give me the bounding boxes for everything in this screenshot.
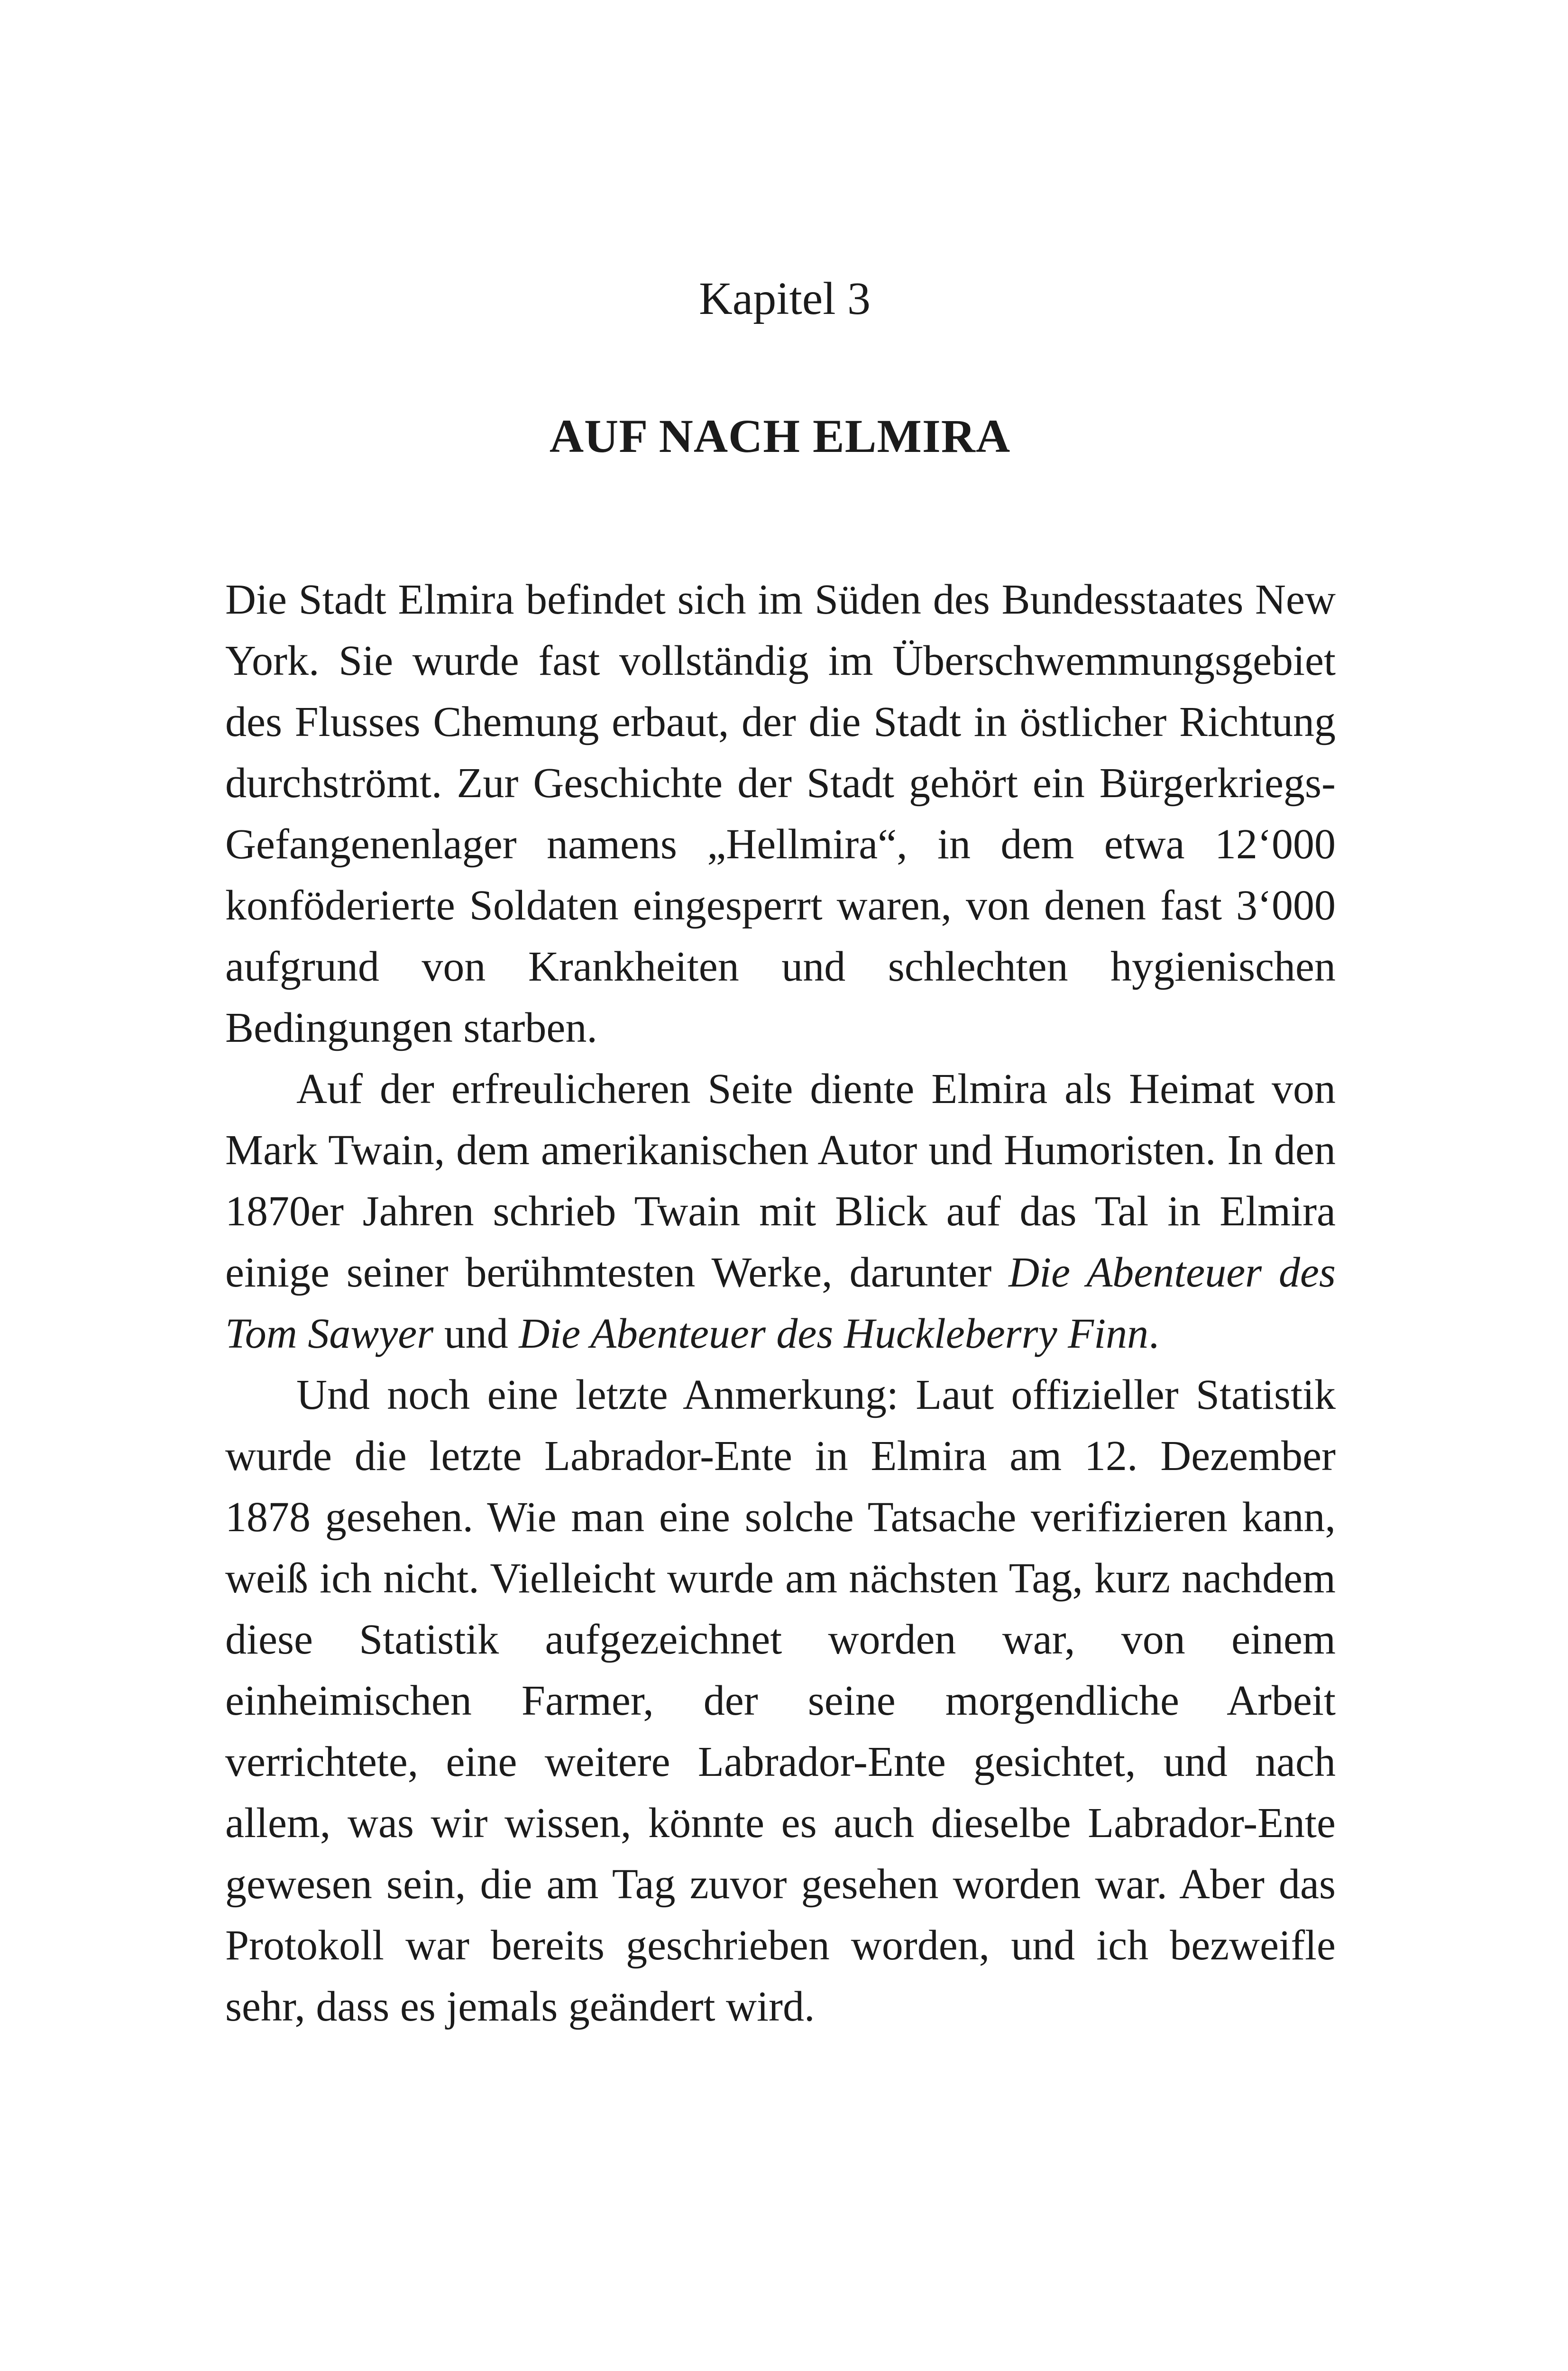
book-title-huckleberry-finn: Die Abenteuer des Huckleberry Finn [519,1310,1149,1357]
paragraph-2 [225,1058,1336,1364]
book-title-tom-sawyer: Die Abenteuer des Tom Sawyer [225,1249,1336,1357]
paragraph-1: Die Stadt Elmira befindet sich im Süden des Bundesstaates New York. Sie wurde fast vollständig im Überschwemmungsgebiet des Flusses Chemung erbaut, der die Stadt in östlicher Richtung durchströmt. Zur Geschichte der Stadt gehört ein Bürgerkriegs-Gefangenenlager namens „Hellmira“, in dem etwa 12‘000 konföderierte Soldaten eingesperrt waren, von denen fast 3‘000 aufgrund von Krankheiten und schlechten hygienischen Bedingungen starben. [225,576,1336,1051]
paragraph-3: Und noch eine letzte Anmerkung: Laut offizieller Statistik wurde die letzte Labrador-Ente in Elmira am 12. Dezember 1878 gesehen. Wie man eine solche Tatsache verifizieren kann, weiß ich nicht. Vielleicht wurde am nächsten Tag, kurz nachdem diese Statistik aufgezeichnet worden war, von einem einheimischen Farmer, der seine morgendliche Arbeit verrichtete, eine weitere Labrador-Ente gesichtet, und nach allem, was wir wissen, könnte es auch dieselbe Labrador-Ente gewesen sein, die am Tag zuvor gesehen worden war. Aber das Protokoll war bereits geschrieben worden, und ich bezweifle sehr, dass es jemals geändert wird. [225,1371,1336,2030]
paragraph-2-text-c: . [1148,1310,1159,1357]
chapter-title: AUF NACH ELMIRA [549,410,1011,462]
chapter-body [225,569,1336,2037]
paragraph-2-text-b: und [433,1310,519,1357]
paragraph-2-text-a: Auf der erfreulicheren Seite diente Elmira als Heimat von Mark Twain, dem amerikanischen Autor und Humoristen. In den 1870er Jahren schrieb Twain mit Blick auf das Tal in Elmira einige seiner berühmtesten Werke, darunter [225,1066,1336,1296]
chapter-number: Kapitel 3 [699,273,871,324]
